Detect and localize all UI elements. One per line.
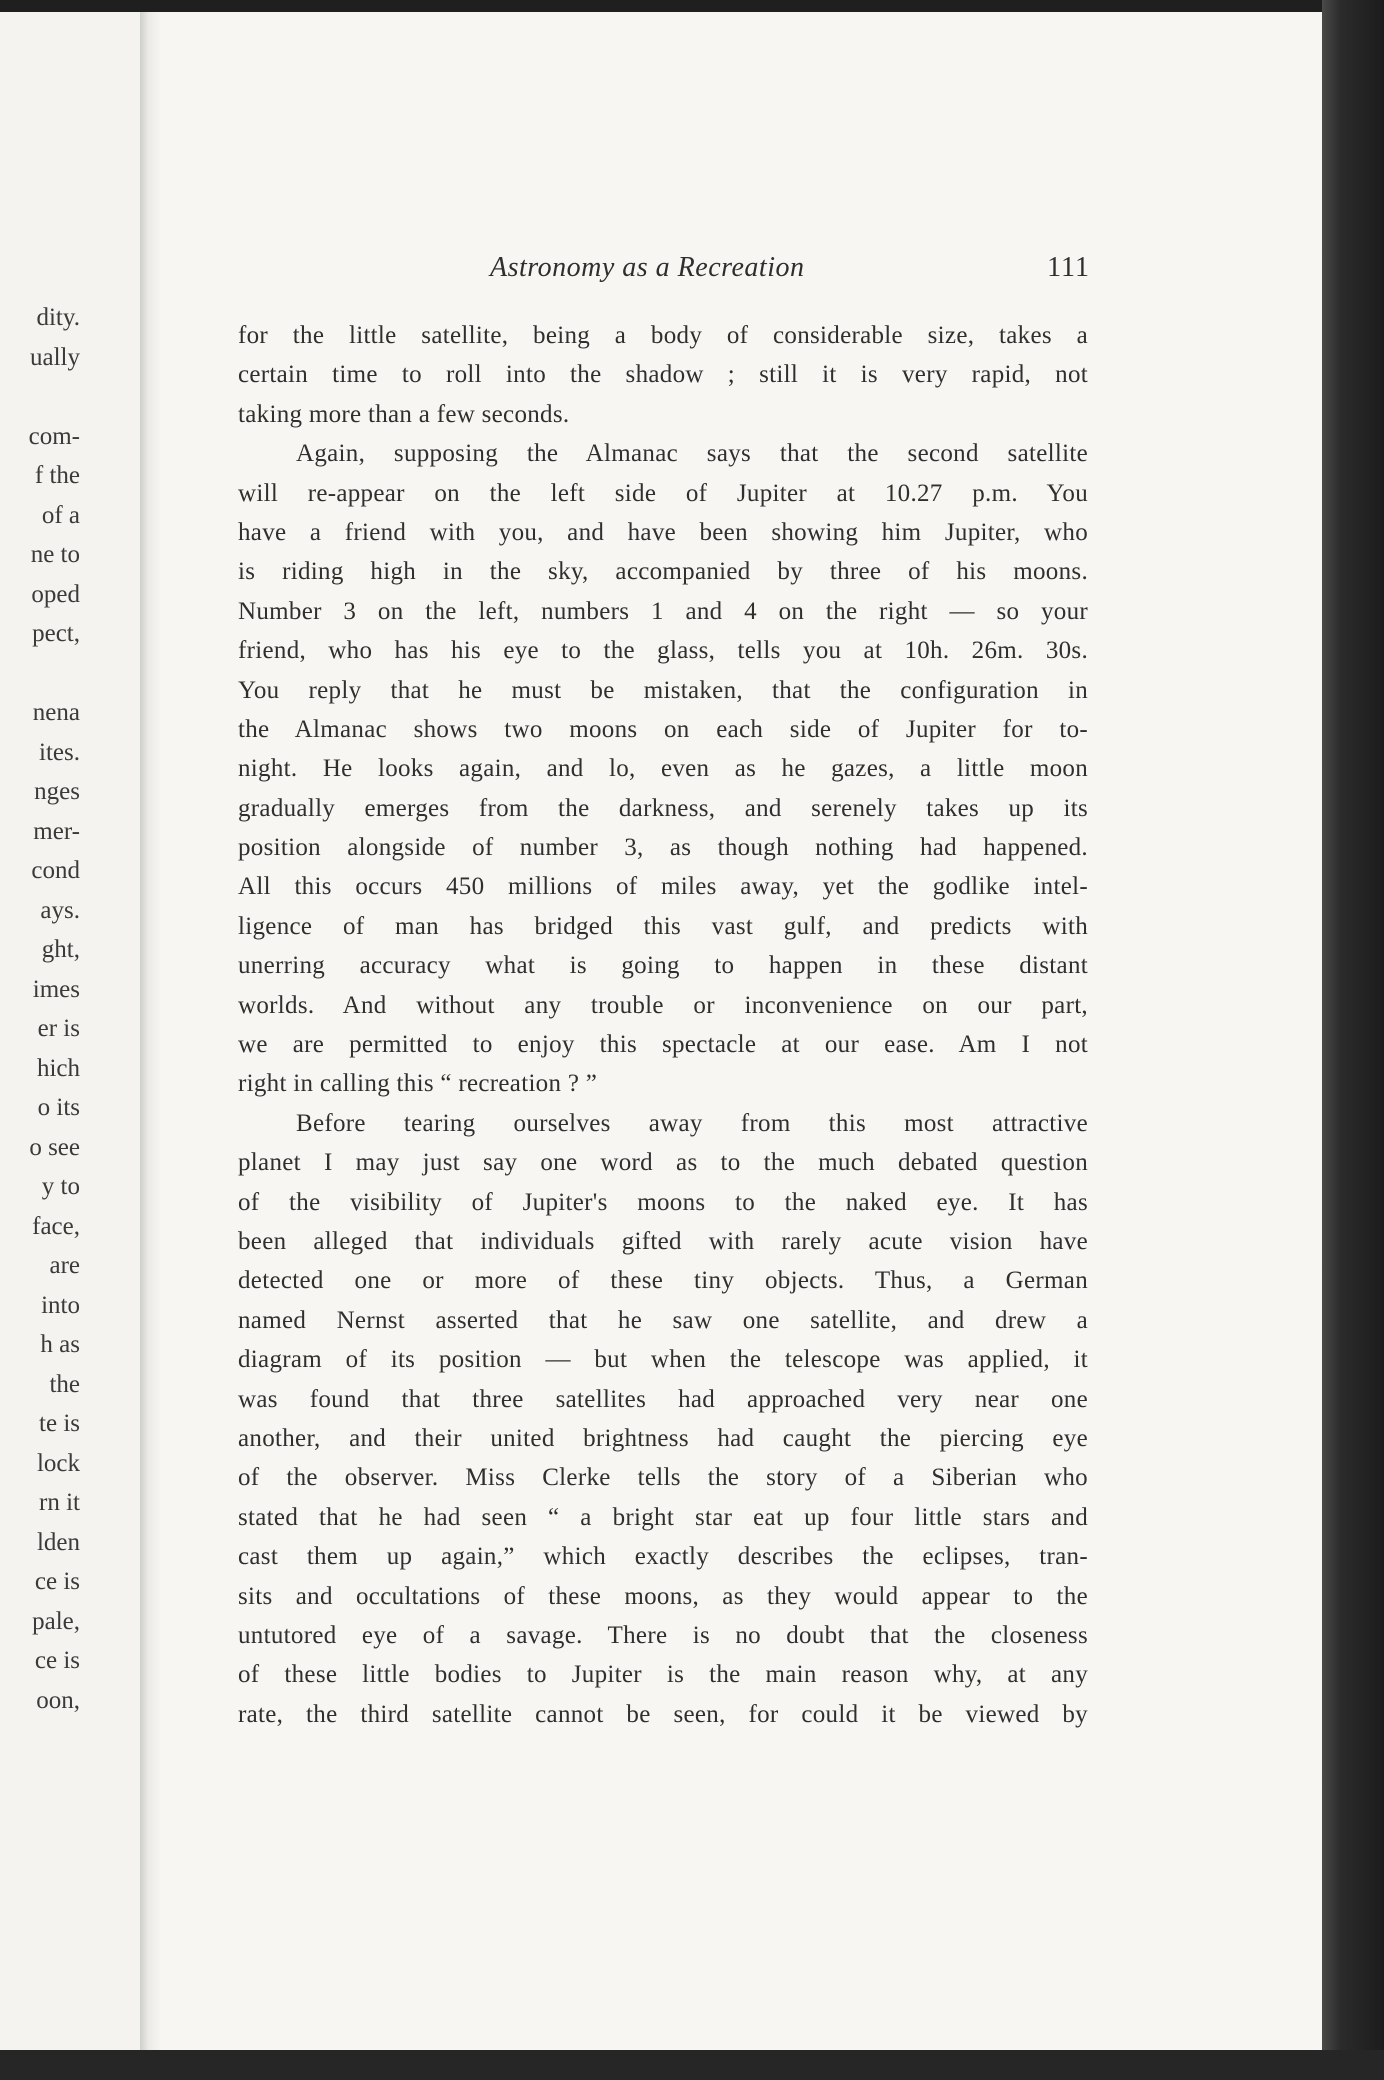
left-fragment-line: nena — [32, 699, 80, 726]
paragraph — [238, 316, 1088, 434]
text-line: is riding high in the sky, accompanied by three of his moons. — [238, 558, 1088, 586]
text-line: position alongside of number 3, as though nothing had happened. — [238, 834, 1088, 862]
left-fragment-line: lden — [36, 1528, 80, 1556]
text-line: the Almanac shows two moons on each side of Jupiter for to- — [238, 715, 1088, 743]
left-fragment-line: rn it — [39, 1489, 80, 1516]
left-fragment-line: of a — [41, 501, 80, 529]
left-fragment-line: lock — [36, 1449, 80, 1477]
text-line: stated that he had seen “ a bright star eat up four little stars and — [238, 1503, 1088, 1531]
left-fragment-line: into — [41, 1291, 80, 1319]
left-fragment-line: pale, — [32, 1607, 80, 1635]
text-line: taking more than a few seconds. — [238, 400, 570, 428]
left-fragment-line: nges — [34, 778, 80, 805]
text-line: of the observer. Miss Clerke tells the story of a Siberian who — [238, 1464, 1088, 1492]
left-fragment-line: oon, — [36, 1686, 80, 1714]
paragraph — [238, 434, 1088, 1104]
text-line: was found that three satellites had approached very near one — [238, 1385, 1088, 1413]
left-fragment-line: ays. — [40, 896, 80, 924]
text-line: sits and occultations of these moons, as they would appear to the — [238, 1582, 1088, 1610]
left-fragment-line: er is — [37, 1015, 80, 1042]
left-fragment-line — [0, 654, 140, 694]
text-line: friend, who has his eye to the glass, tells you at 10h. 26m. 30s. — [238, 637, 1088, 665]
text-line: Again, supposing the Almanac says that the second satellite — [296, 440, 1088, 468]
text-line: worlds. And without any trouble or inconvenience on our part, — [238, 991, 1088, 1019]
text-line: will re-appear on the left side of Jupiter at 10.27 p.m. You — [238, 479, 1088, 507]
running-head — [240, 252, 1090, 292]
left-fragment-line: h as — [40, 1331, 80, 1358]
left-fragment-line: com- — [28, 422, 80, 450]
left-fragment-line: f the — [34, 462, 80, 489]
text-line: Before tearing ourselves away from this most attractive — [296, 1109, 1088, 1137]
left-fragment-line: te is — [39, 1410, 80, 1437]
page-number: 111 — [1047, 252, 1090, 283]
text-line: unerring accuracy what is going to happen in these distant — [238, 952, 1088, 980]
left-fragment-line: the — [49, 1370, 80, 1398]
left-page — [0, 12, 140, 2052]
text-line: of these little bodies to Jupiter is the main reason why, at any — [238, 1661, 1088, 1689]
left-fragment-line: hich — [36, 1054, 80, 1082]
text-line: named Nernst asserted that he saw one satellite, and drew a — [238, 1306, 1088, 1334]
body-text — [238, 316, 1088, 1734]
text-line: You reply that he must be mistaken, that the configuration in — [238, 676, 1088, 704]
text-line: untutored eye of a savage. There is no doubt that the closeness — [238, 1621, 1088, 1649]
text-line: of the visibility of Jupiter's moons to the naked eye. It has — [238, 1188, 1088, 1216]
left-fragment-line: ites. — [39, 738, 80, 766]
text-line: right in calling this “ recreation ? ” — [238, 1070, 598, 1098]
left-fragment-line: y to — [41, 1173, 80, 1200]
text-line: been alleged that individuals gifted with rarely acute vision have — [238, 1227, 1088, 1255]
left-fragment-line: ght, — [41, 936, 80, 963]
left-fragment-line: face, — [32, 1212, 80, 1240]
text-line: detected one or more of these tiny objects. Thus, a German — [238, 1267, 1088, 1295]
left-fragment-line: ne to — [30, 541, 80, 568]
left-fragment-line: ce is — [34, 1568, 80, 1595]
text-line: ligence of man has bridged this vast gulf, and predicts with — [238, 912, 1088, 940]
scan-bottom-border — [0, 2050, 1384, 2080]
left-fragment-line: cond — [31, 857, 80, 884]
text-line: rate, the third satellite cannot be seen, for could it be viewed by — [238, 1700, 1088, 1728]
text-line: diagram of its position — but when the telescope was applied, it — [238, 1346, 1088, 1374]
text-line: planet I may just say one word as to the much debated question — [238, 1149, 1088, 1177]
left-page-text-fragments — [0, 298, 140, 1720]
left-fragment-line: oped — [31, 580, 80, 608]
text-line: Number 3 on the left, numbers 1 and 4 on the right — so your — [238, 597, 1088, 625]
text-line: certain time to roll into the shadow ; still it is very rapid, not — [238, 361, 1088, 389]
paragraph — [238, 1104, 1088, 1734]
text-line: cast them up again,” which exactly describes the eclipses, tran- — [238, 1543, 1088, 1571]
book-gutter — [140, 12, 162, 2052]
left-fragment-line: o its — [37, 1094, 80, 1121]
text-line: for the little satellite, being a body of considerable size, takes a — [238, 322, 1088, 349]
scan-right-border — [1322, 0, 1384, 2080]
text-line: gradually emerges from the darkness, and serenely takes up its — [238, 794, 1088, 822]
text-line: another, and their united brightness had caught the piercing eye — [238, 1424, 1088, 1452]
text-line: have a friend with you, and have been showing him Jupiter, who — [238, 518, 1088, 546]
left-fragment-line: are — [49, 1252, 80, 1279]
left-fragment-line — [0, 377, 140, 417]
running-title: Astronomy as a Recreation — [490, 252, 805, 283]
text-line: All this occurs 450 millions of miles away, yet the godlike intel- — [238, 873, 1088, 901]
text-line: night. He looks again, and lo, even as he gazes, a little moon — [238, 755, 1088, 783]
left-fragment-line: dity. — [36, 304, 80, 331]
left-fragment-line: ually — [30, 343, 80, 371]
left-fragment-line: o see — [29, 1133, 80, 1161]
left-fragment-line: ce is — [34, 1647, 80, 1674]
left-fragment-line: mer- — [33, 817, 80, 845]
text-line: we are permitted to enjoy this spectacle at our ease. Am I not — [238, 1031, 1088, 1059]
left-fragment-line: pect, — [32, 620, 80, 647]
left-fragment-line: imes — [32, 975, 80, 1003]
